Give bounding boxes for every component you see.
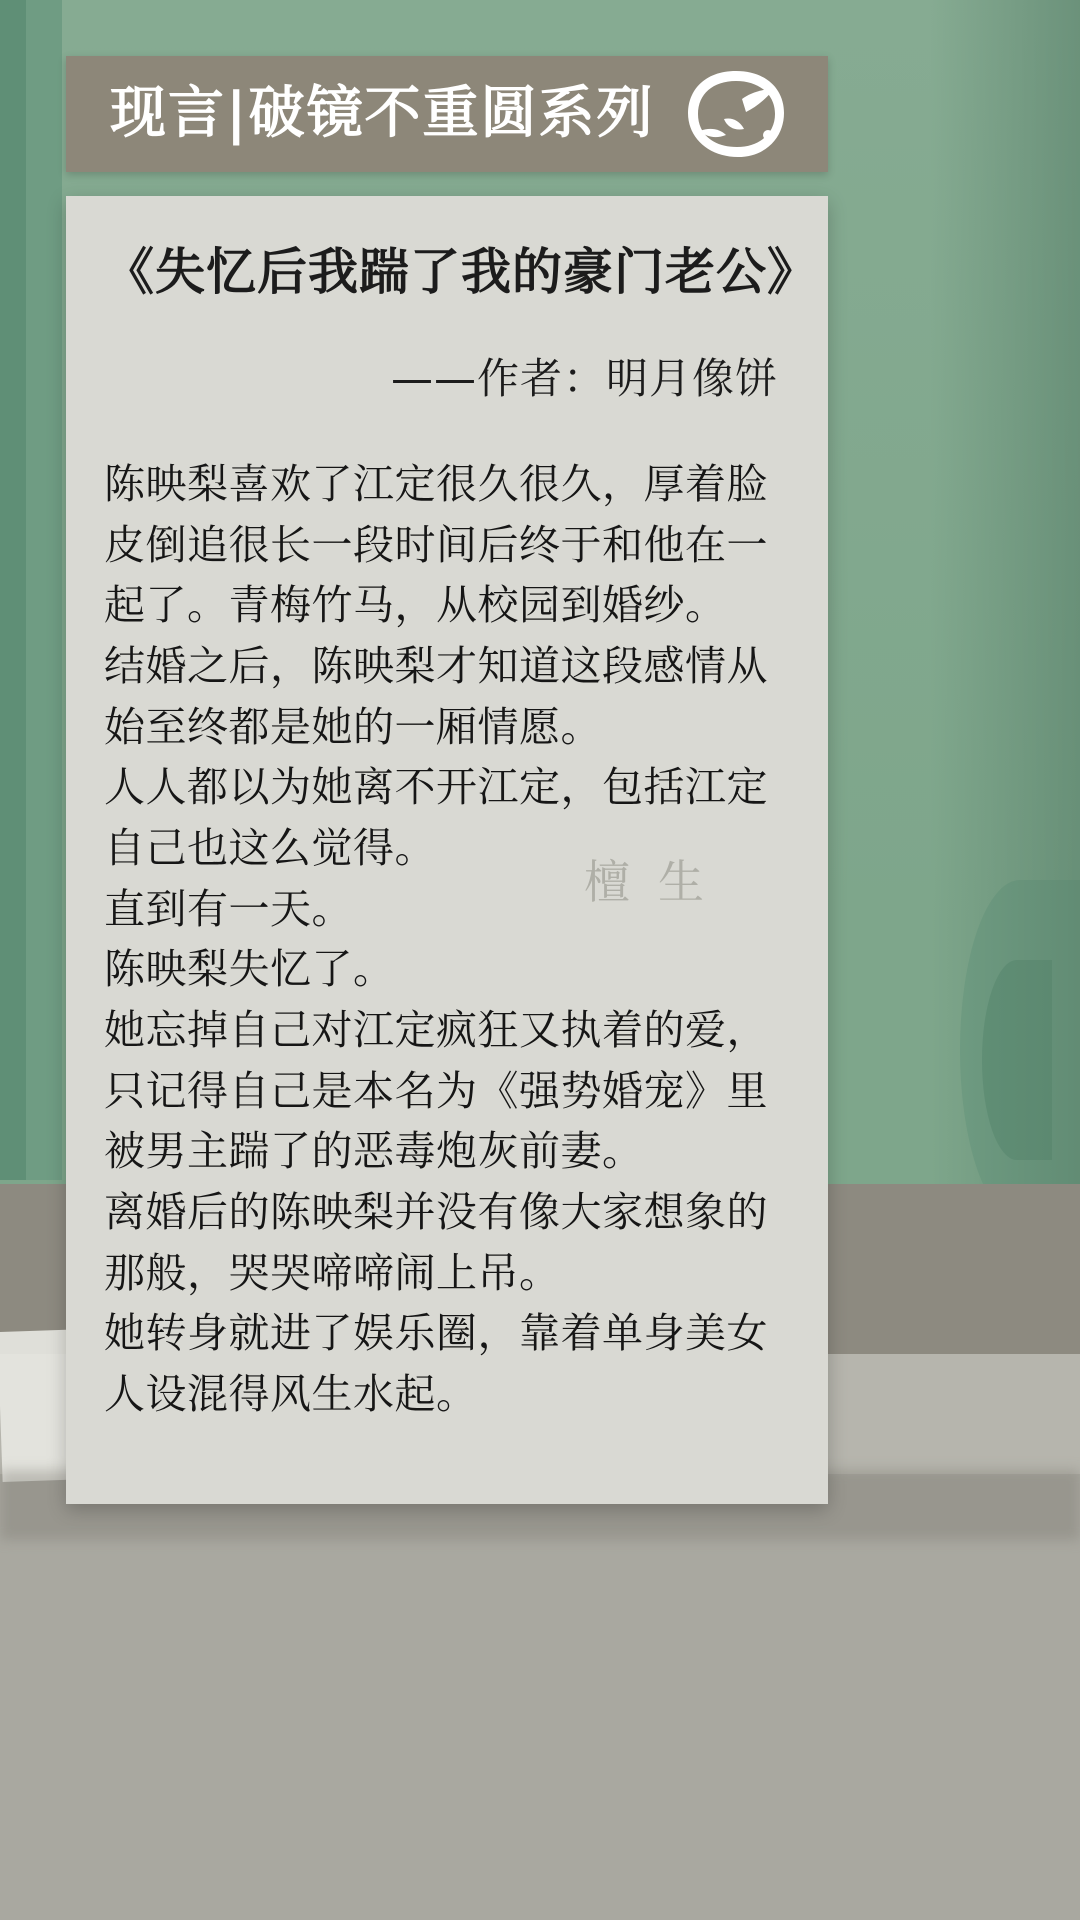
banner-title: 现言|破镜不重圆系列 bbox=[110, 81, 655, 146]
synopsis-paragraph: 直到有一天。 bbox=[104, 884, 353, 933]
header-banner bbox=[66, 56, 828, 172]
background-wall-left-inner bbox=[0, 0, 26, 1180]
synopsis-paragraph: 陈映梨喜欢了江定很久很久，厚着脸皮倒追很长一段时间后终于和他在一起了。青梅竹马，从校园到婚纱。 bbox=[104, 460, 768, 630]
synopsis-text bbox=[104, 454, 790, 1425]
background-shadow-right bbox=[930, 0, 1080, 1210]
author-line: ——作者：明月像饼 bbox=[390, 354, 778, 403]
ink-circle-brush-icon bbox=[680, 65, 792, 163]
synopsis-paragraph: 她忘掉自己对江定疯狂又执着的爱，只记得自己是本名为《强势婚宠》里被男主踹了的恶毒炮灰前妻。 bbox=[104, 1006, 768, 1176]
content-card bbox=[66, 196, 828, 1504]
synopsis-paragraph: 结婚之后，陈映梨才知道这段感情从始至终都是她的一厢情愿。 bbox=[104, 642, 768, 751]
synopsis-paragraph: 她转身就进了娱乐圈，靠着单身美女人设混得风生水起。 bbox=[104, 1309, 768, 1419]
watermark-text: 檀生 bbox=[584, 855, 732, 909]
synopsis-paragraph: 离婚后的陈映梨并没有像大家想象的那般，哭哭啼啼闹上吊。 bbox=[104, 1188, 768, 1297]
synopsis-paragraph: 人人都以为她离不开江定，包括江定自己也这么觉得。 bbox=[104, 763, 768, 873]
book-title: 《失忆后我踹了我的豪门老公》 bbox=[104, 243, 818, 301]
synopsis-paragraph: 陈映梨失忆了。 bbox=[104, 945, 395, 994]
